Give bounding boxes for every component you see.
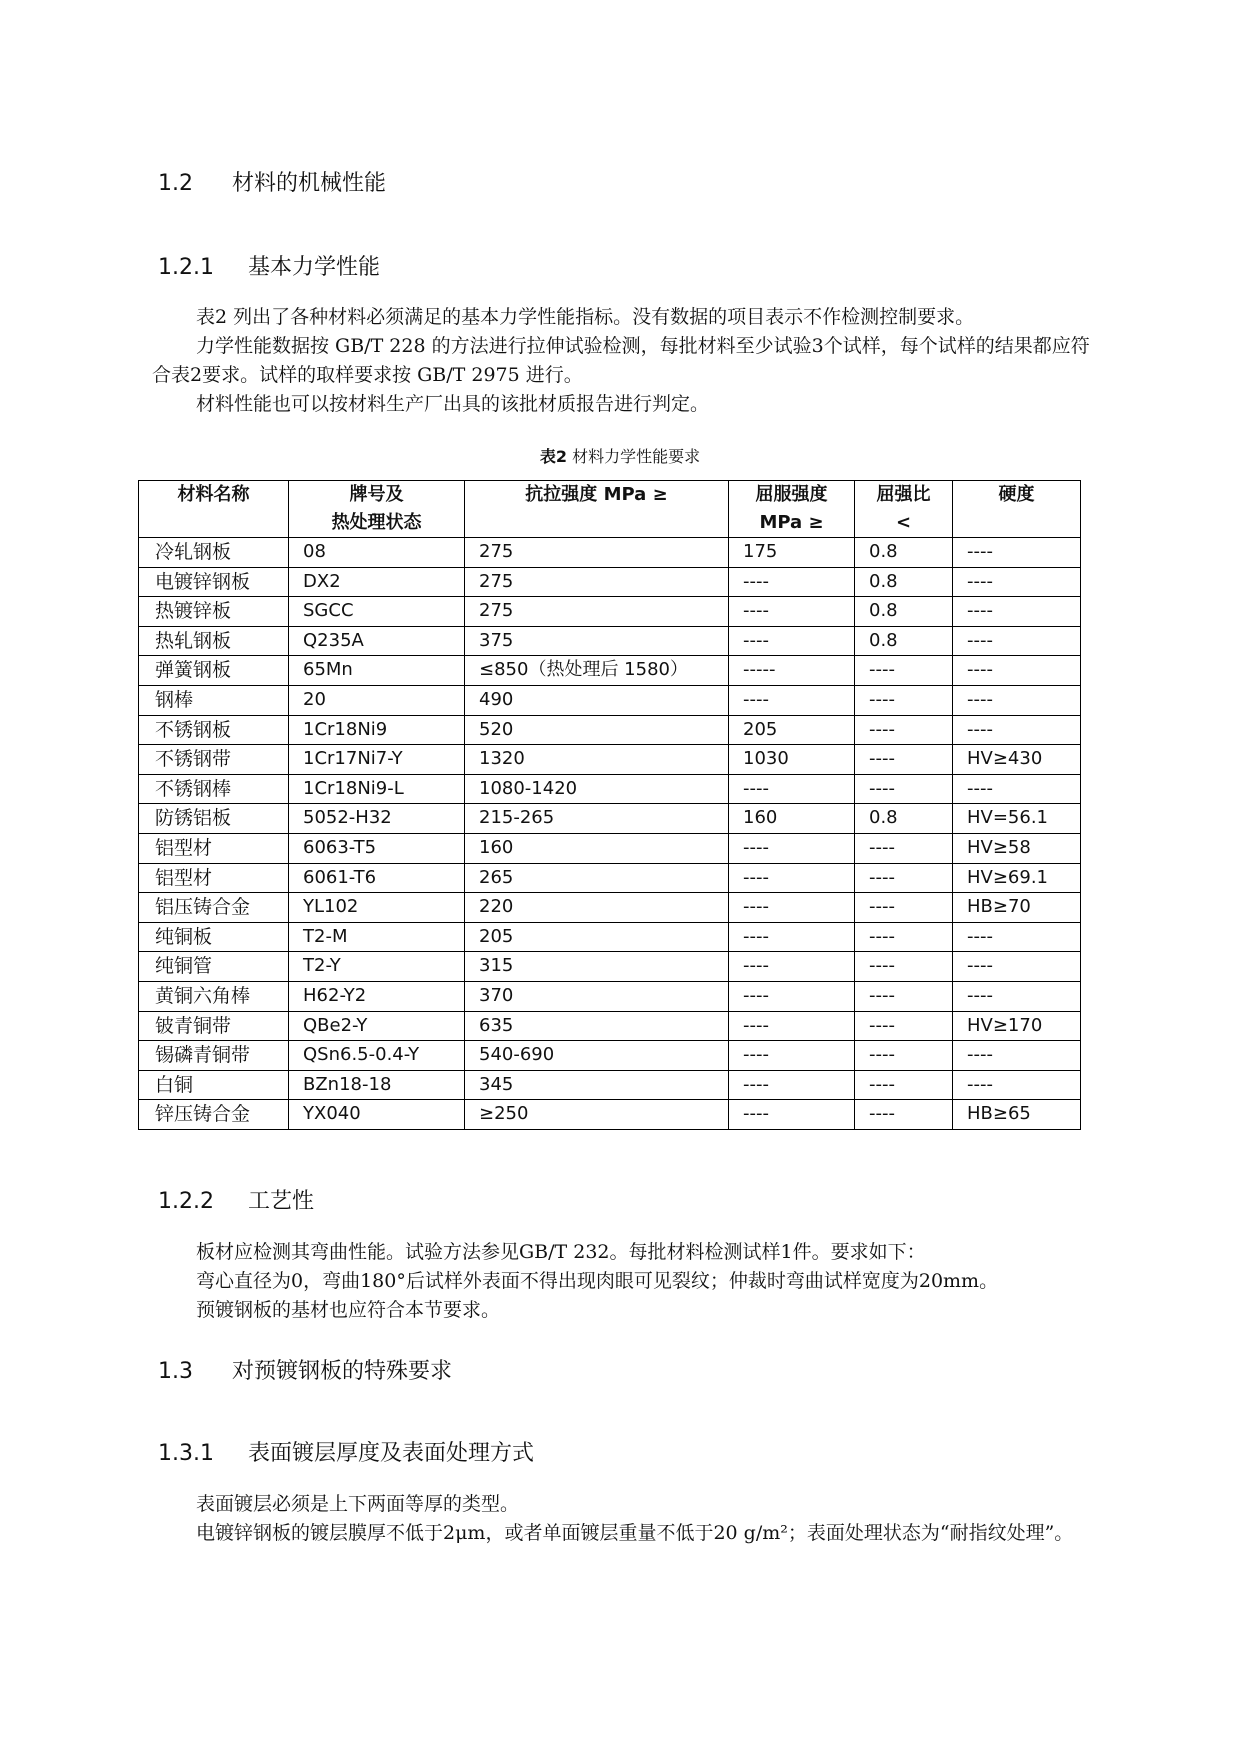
paragraph: 弯心直径为0，弯曲180°后试样外表面不得出现肉眼可见裂纹；仲裁时弯曲试样宽度为20mm。 [196,1270,999,1292]
cell-grade: YX040 [289,1100,465,1130]
table-body [139,538,1081,1130]
cell-tensile: 1080-1420 [465,774,729,804]
cell-material-name: 锌压铸合金 [139,1100,289,1130]
cell-hardness: HV≥58 [953,833,1081,863]
cell-material-name: 铝型材 [139,863,289,893]
table-caption-text: 材料力学性能要求 [572,447,701,466]
cell-tensile: 275 [465,597,729,627]
cell-hardness: ---- [953,952,1081,982]
cell-ratio: ---- [855,833,953,863]
paragraph: 力学性能数据按 GB/T 228 的方法进行拉伸试验检测，每批材料至少试验3个试样，每个试样的结果都应符合表2要求。试样的取样要求按 GB/T 2975 进行。 [152,335,1090,386]
cell-grade: SGCC [289,597,465,627]
cell-hardness: ---- [953,656,1081,686]
cell-material-name: 电镀锌钢板 [139,567,289,597]
cell-grade: YL102 [289,893,465,923]
cell-tensile: 490 [465,685,729,715]
section-number: 1.3.1 [158,1441,214,1466]
cell-material-name: 冷轧钢板 [139,538,289,568]
cell-material-name: 不锈钢板 [139,715,289,745]
cell-ratio: 0.8 [855,538,953,568]
cell-yield: ---- [729,922,855,952]
table-row [139,981,1081,1011]
section-title: 表面镀层厚度及表面处理方式 [248,1441,535,1466]
table-row [139,685,1081,715]
cell-material-name: 弹簧钢板 [139,656,289,686]
section-number: 1.2 [158,171,193,196]
table-row [139,804,1081,834]
cell-hardness: ---- [953,626,1081,656]
table-row [139,715,1081,745]
header-yield-strength: 屈服强度 MPa ≥ [729,481,855,538]
table-row [139,1041,1081,1071]
section-number: 1.2.1 [158,255,214,280]
cell-hardness: ---- [953,538,1081,568]
paragraph: 板材应检测其弯曲性能。试验方法参见GB/T 232。每批材料检测试样1件。要求如下： [196,1241,926,1263]
section-title: 对预镀钢板的特殊要求 [232,1359,453,1384]
section-heading-1-2-2 [158,1184,314,1215]
cell-tensile: 275 [465,567,729,597]
table-row [139,567,1081,597]
table-row [139,922,1081,952]
cell-grade: DX2 [289,567,465,597]
cell-material-name: 热轧钢板 [139,626,289,656]
cell-hardness: HV≥430 [953,745,1081,775]
cell-grade: 20 [289,685,465,715]
cell-tensile: ≥250 [465,1100,729,1130]
cell-material-name: 钢棒 [139,685,289,715]
cell-hardness: ---- [953,1070,1081,1100]
cell-ratio: 0.8 [855,597,953,627]
cell-material-name: 铝压铸合金 [139,893,289,923]
table-row [139,1070,1081,1100]
cell-yield: 160 [729,804,855,834]
cell-grade: 65Mn [289,656,465,686]
cell-yield: ---- [729,567,855,597]
cell-hardness: ---- [953,567,1081,597]
cell-tensile: 205 [465,922,729,952]
table-row [139,774,1081,804]
cell-material-name: 铝型材 [139,833,289,863]
cell-yield: ---- [729,1100,855,1130]
cell-material-name: 不锈钢带 [139,745,289,775]
cell-hardness: HB≥65 [953,1100,1081,1130]
cell-material-name: 白铜 [139,1070,289,1100]
table-row [139,952,1081,982]
cell-ratio: ---- [855,685,953,715]
cell-tensile: 375 [465,626,729,656]
cell-material-name: 纯铜板 [139,922,289,952]
cell-tensile: 635 [465,1011,729,1041]
cell-ratio: ---- [855,952,953,982]
cell-tensile: 215-265 [465,804,729,834]
cell-yield: ---- [729,1011,855,1041]
cell-grade: H62-Y2 [289,981,465,1011]
cell-hardness: HV=56.1 [953,804,1081,834]
cell-ratio: ---- [855,715,953,745]
table-row [139,597,1081,627]
cell-yield: ---- [729,981,855,1011]
cell-grade: Q235A [289,626,465,656]
cell-ratio: ---- [855,656,953,686]
header-material-name: 材料名称 [139,481,289,538]
cell-yield: ---- [729,833,855,863]
paragraph: 电镀锌钢板的镀层膜厚不低于2μm，或者单面镀层重量不低于20 g/m²；表面处理状态为“耐指纹处理”。 [196,1522,1074,1544]
cell-grade: 5052-H32 [289,804,465,834]
cell-grade: 1Cr18Ni9 [289,715,465,745]
section-heading-1-2-1 [158,250,380,281]
cell-material-name: 热镀锌板 [139,597,289,627]
cell-material-name: 防锈铝板 [139,804,289,834]
table-row [139,745,1081,775]
cell-tensile: 265 [465,863,729,893]
cell-grade: 08 [289,538,465,568]
cell-hardness: ---- [953,774,1081,804]
table-header-row [139,481,1081,538]
cell-tensile: 275 [465,538,729,568]
mechanical-properties-table [138,480,1081,1130]
cell-ratio: ---- [855,1070,953,1100]
cell-tensile: 315 [465,952,729,982]
cell-material-name: 纯铜管 [139,952,289,982]
cell-yield: ---- [729,626,855,656]
cell-grade: T2-M [289,922,465,952]
paragraph: 表2 列出了各种材料必须满足的基本力学性能指标。没有数据的项目表示不作检测控制要求。 [196,306,975,328]
table-row [139,863,1081,893]
cell-tensile: 520 [465,715,729,745]
cell-hardness: HV≥69.1 [953,863,1081,893]
section-title: 基本力学性能 [248,255,381,280]
table-row [139,538,1081,568]
header-grade: 牌号及 热处理状态 [289,481,465,538]
paragraph: 预镀钢板的基材也应符合本节要求。 [196,1299,501,1321]
header-hardness: 硬度 [953,481,1081,538]
cell-ratio: 0.8 [855,626,953,656]
cell-grade: QSn6.5-0.4-Y [289,1041,465,1071]
cell-hardness: ---- [953,922,1081,952]
section-title: 工艺性 [248,1189,315,1214]
cell-material-name: 不锈钢棒 [139,774,289,804]
cell-ratio: ---- [855,893,953,923]
cell-yield: ---- [729,1041,855,1071]
cell-ratio: ---- [855,981,953,1011]
cell-material-name: 锡磷青铜带 [139,1041,289,1071]
cell-yield: 1030 [729,745,855,775]
cell-hardness: HV≥170 [953,1011,1081,1041]
section-heading-1-2 [158,166,386,197]
cell-hardness: ---- [953,685,1081,715]
cell-material-name: 铍青铜带 [139,1011,289,1041]
table-caption [0,444,1240,467]
cell-yield: ---- [729,1070,855,1100]
cell-yield: 205 [729,715,855,745]
table-row [139,656,1081,686]
paragraph: 表面镀层必须是上下两面等厚的类型。 [196,1493,520,1515]
cell-yield: 175 [729,538,855,568]
header-yield-ratio: 屈强比 < [855,481,953,538]
cell-hardness: ---- [953,981,1081,1011]
cell-yield: ---- [729,685,855,715]
cell-yield: ----- [729,656,855,686]
cell-ratio: 0.8 [855,567,953,597]
section-heading-1-3-1 [158,1436,534,1467]
section-number: 1.2.2 [158,1189,214,1214]
cell-tensile: 1320 [465,745,729,775]
cell-ratio: ---- [855,1100,953,1130]
cell-ratio: ---- [855,922,953,952]
cell-grade: QBe2-Y [289,1011,465,1041]
table-caption-label: 表2 [539,447,568,466]
table-row [139,1100,1081,1130]
table-row [139,893,1081,923]
cell-yield: ---- [729,774,855,804]
cell-grade: T2-Y [289,952,465,982]
cell-tensile: 370 [465,981,729,1011]
cell-hardness: ---- [953,1041,1081,1071]
cell-tensile: ≤850（热处理后 1580） [465,656,729,686]
cell-ratio: ---- [855,774,953,804]
cell-tensile: 160 [465,833,729,863]
cell-yield: ---- [729,597,855,627]
cell-grade: BZn18-18 [289,1070,465,1100]
cell-ratio: ---- [855,745,953,775]
cell-ratio: 0.8 [855,804,953,834]
cell-material-name: 黄铜六角棒 [139,981,289,1011]
table-row [139,1011,1081,1041]
cell-ratio: ---- [855,863,953,893]
cell-hardness: HB≥70 [953,893,1081,923]
cell-tensile: 345 [465,1070,729,1100]
section-number: 1.3 [158,1359,193,1384]
cell-yield: ---- [729,863,855,893]
cell-hardness: ---- [953,597,1081,627]
cell-grade: 1Cr17Ni7-Y [289,745,465,775]
paragraph: 材料性能也可以按材料生产厂出具的该批材质报告进行判定。 [196,393,710,415]
cell-tensile: 220 [465,893,729,923]
cell-ratio: ---- [855,1011,953,1041]
table-row [139,833,1081,863]
cell-grade: 6061-T6 [289,863,465,893]
cell-grade: 6063-T5 [289,833,465,863]
cell-yield: ---- [729,952,855,982]
section-title: 材料的机械性能 [232,171,387,196]
cell-grade: 1Cr18Ni9-L [289,774,465,804]
cell-tensile: 540-690 [465,1041,729,1071]
header-tensile-strength: 抗拉强度 MPa ≥ [465,481,729,538]
cell-yield: ---- [729,893,855,923]
cell-hardness: ---- [953,715,1081,745]
table-row [139,626,1081,656]
cell-ratio: ---- [855,1041,953,1071]
section-heading-1-3 [158,1354,452,1385]
